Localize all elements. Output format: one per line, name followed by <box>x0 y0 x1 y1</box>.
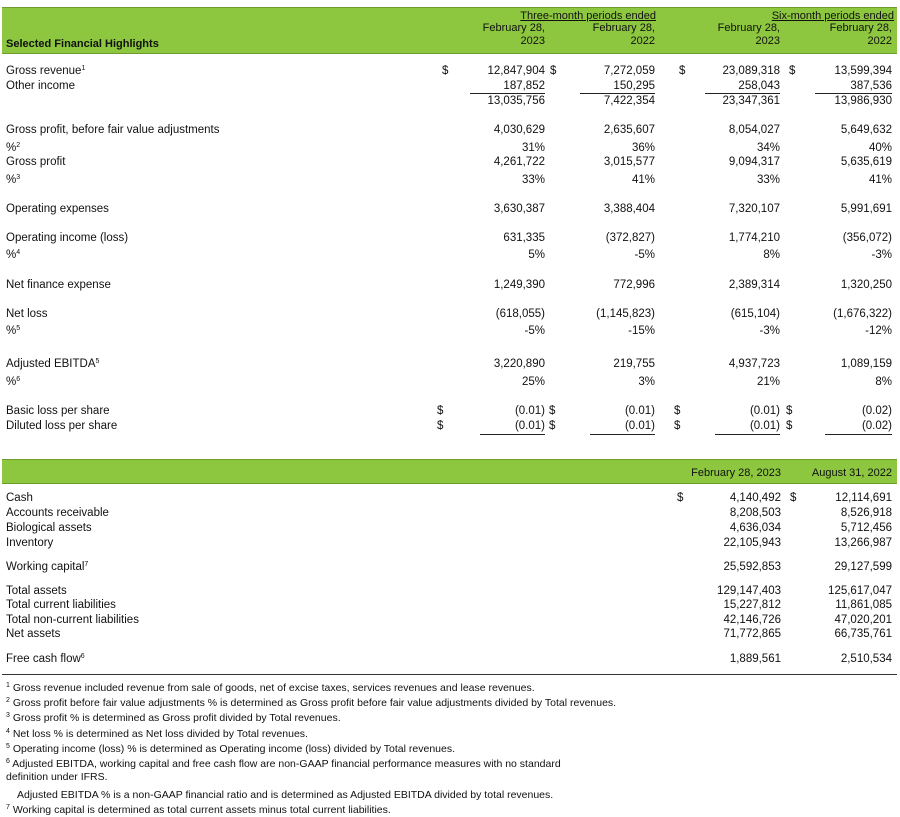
table1-cell: (0.01) <box>514 420 545 432</box>
table2-row-label <box>6 613 139 627</box>
currency-symbol: $ <box>677 492 684 504</box>
table2-cell: 12,114,691 <box>835 492 892 504</box>
row-label-text: Biological assets <box>6 522 92 534</box>
table1-cell: 1,249,390 <box>493 279 545 291</box>
footnote-text: Gross profit before fair value adjustments % is determined as Gross profit before fair value adjustments divided by Total revenues. <box>12 697 617 709</box>
table1-cell: (0.01) <box>749 420 780 432</box>
table1-cell: (0.01) <box>514 405 545 417</box>
table1-cell: 258,043 <box>705 79 780 94</box>
table1-cell: 3,015,577 <box>603 156 655 168</box>
footnote-text: Gross revenue included revenue from sale of goods, net of excise taxes, services revenues and lease revenues. <box>12 682 535 694</box>
table1-total-rule <box>480 434 545 435</box>
table1-row-label <box>6 64 85 78</box>
table1-cell: 7,422,354 <box>603 95 655 107</box>
footnote-text: Adjusted EBITDA % is a non-GAAP financial ratio and is determined as Adjusted EBITDA divided by total revenues. <box>17 789 554 801</box>
table1-cell: 41% <box>868 174 892 186</box>
footnote-line <box>6 804 391 817</box>
table1-cell: 1,320,250 <box>840 279 892 291</box>
table1-cell: 23,089,318 <box>722 65 780 77</box>
footnote-line <box>6 697 616 710</box>
currency-symbol: $ <box>437 420 444 432</box>
col-head-3-line2: 2023 <box>755 35 780 47</box>
footnote-line <box>6 771 108 784</box>
table1-title: Selected Financial Highlights <box>6 38 159 50</box>
table1-cell: 34% <box>756 142 780 154</box>
table1-cell: 8,054,027 <box>728 124 780 136</box>
col-head-3-line1: February 28, <box>717 22 780 34</box>
currency-symbol: $ <box>550 65 557 77</box>
table1-cell: 9,094,317 <box>728 156 780 168</box>
table1-cell: 387,536 <box>815 79 892 94</box>
table2-cell: 29,127,599 <box>834 561 892 573</box>
table1-cell: (1,676,322) <box>833 308 892 320</box>
table1-cell: 7,272,059 <box>603 65 655 77</box>
col-head-4-line2: 2022 <box>867 35 892 47</box>
row-label-text: Gross profit <box>6 156 66 168</box>
footnote-text: definition under IFRS. <box>6 771 108 783</box>
table1-cell: 4,261,722 <box>493 156 545 168</box>
footnote-ref: 1 <box>81 65 86 72</box>
footnote-line <box>6 743 455 756</box>
table1-total-rule <box>715 434 780 435</box>
table1-cell: -3% <box>759 325 780 337</box>
table1-cell: 21% <box>756 376 780 388</box>
table2-cell: 22,105,943 <box>723 537 781 549</box>
footnote-line <box>17 789 553 802</box>
table1-cell: 1,089,159 <box>840 358 892 370</box>
currency-symbol: $ <box>549 420 556 432</box>
table2-row-label <box>6 536 53 550</box>
table1-cell: 5,635,619 <box>840 156 892 168</box>
table2-cell: 1,889,561 <box>729 653 781 665</box>
footnote-mark: 7 <box>6 804 10 811</box>
table2-cell: 8,208,503 <box>729 507 781 519</box>
table2-cell: 8,526,918 <box>840 507 892 519</box>
footnote-mark: 3 <box>6 712 10 719</box>
footnote-line <box>6 758 561 771</box>
row-label-text: Net loss <box>6 308 48 320</box>
table2-row-label <box>6 652 85 666</box>
table1-cell: 3,630,387 <box>493 203 545 215</box>
table1-cell: 5,991,691 <box>840 203 892 215</box>
table1-cell: (372,827) <box>605 232 655 244</box>
t2-col-head-2: August 31, 2022 <box>811 467 892 479</box>
row-label-text: Net assets <box>6 628 61 640</box>
table1-row-label <box>6 419 117 433</box>
table1-cell: 13,986,930 <box>834 95 892 107</box>
footnote-line <box>6 682 535 695</box>
table1-row-label <box>6 404 110 418</box>
row-label-text: Cash <box>6 492 33 504</box>
col-head-1 <box>470 22 545 48</box>
table1-cell: 3,220,890 <box>493 358 545 370</box>
table1-row-label <box>6 173 20 187</box>
footnote-ref: 5 <box>16 325 21 332</box>
table2-cell: 4,636,034 <box>729 522 781 534</box>
footnote-ref: 5 <box>95 358 100 365</box>
table1-cell: 36% <box>631 142 655 154</box>
currency-symbol: $ <box>674 405 681 417</box>
t2-col-head-1: February 28, 2023 <box>691 467 781 479</box>
row-label-text: Basic loss per share <box>6 405 110 417</box>
table2-cell: 47,020,201 <box>834 614 892 626</box>
currency-symbol: $ <box>679 65 686 77</box>
row-label-text: Inventory <box>6 537 54 549</box>
col-head-2-line1: February 28, <box>592 22 655 34</box>
table1-cell: 219,755 <box>613 358 655 370</box>
table2-row-label <box>6 560 88 574</box>
table1-cell: 7,320,107 <box>728 203 780 215</box>
table1-row-label <box>6 278 111 292</box>
group-six-month: Six-month periods ended <box>771 10 894 22</box>
footnote-mark: 4 <box>6 728 10 735</box>
table1-cell: 5,649,632 <box>840 124 892 136</box>
table1-cell: -12% <box>865 325 892 337</box>
table1-row-label <box>6 231 128 245</box>
col-head-2 <box>580 22 655 48</box>
col-head-1-line1: February 28, <box>482 22 545 34</box>
table1-cell: 1,774,210 <box>728 232 780 244</box>
table1-cell: 8% <box>875 376 892 388</box>
table1-row-label <box>6 141 20 155</box>
footnote-ref: 2 <box>16 142 21 149</box>
row-label-text: Operating expenses <box>6 203 109 215</box>
table2-cell: 4,140,492 <box>729 492 781 504</box>
footnote-text: Gross profit % is determined as Gross profit divided by Total revenues. <box>12 712 341 724</box>
table1-cell: -3% <box>871 249 892 261</box>
table2-cell: 11,861,085 <box>835 599 892 611</box>
col-head-3 <box>705 22 780 48</box>
row-label-text: Operating income (loss) <box>6 232 129 244</box>
col-head-4-line1: February 28, <box>829 22 892 34</box>
table1-cell: (1,145,823) <box>596 308 655 320</box>
row-label-text: Net finance expense <box>6 279 111 291</box>
row-label-text: Working capital <box>6 561 85 573</box>
currency-symbol: $ <box>786 405 793 417</box>
table2-cell: 42,146,726 <box>723 614 781 626</box>
table1-row-label <box>6 324 20 338</box>
currency-symbol: $ <box>789 65 796 77</box>
table2-cell: 71,772,865 <box>723 628 781 640</box>
row-label-text: Diluted loss per share <box>6 420 118 432</box>
table1-cell: 187,852 <box>470 79 545 94</box>
table2-row-label <box>6 584 67 598</box>
table1-cell: 13,599,394 <box>834 65 892 77</box>
table1-cell: (618,055) <box>495 308 545 320</box>
table2-cell: 25,592,853 <box>723 561 781 573</box>
table1-total-rule <box>825 434 892 435</box>
table2-row-label <box>6 627 60 641</box>
table1-cell: 631,335 <box>503 232 545 244</box>
table1-cell: (356,072) <box>842 232 892 244</box>
row-label-text: Other income <box>6 80 76 92</box>
currency-symbol: $ <box>442 65 449 77</box>
footnote-line <box>6 712 341 725</box>
footnote-text: Adjusted EBITDA, working capital and free cash flow are non-GAAP financial performance measures with no standard <box>12 758 561 770</box>
table1-cell: -15% <box>628 325 655 337</box>
table2-cell: 15,227,812 <box>723 599 781 611</box>
table2-cell: 5,712,456 <box>840 522 892 534</box>
footnote-ref: 7 <box>84 561 89 568</box>
table1-row-label <box>6 123 220 137</box>
table1-cell: 40% <box>868 142 892 154</box>
row-label-text: % <box>6 325 17 337</box>
table1-cell: 2,635,607 <box>603 124 655 136</box>
table1-cell: (615,104) <box>730 308 780 320</box>
table1-cell: 772,996 <box>613 279 655 291</box>
row-label-text: Total non-current liabilities <box>6 614 139 626</box>
table1-row-label <box>6 375 20 389</box>
row-label-text: Adjusted EBITDA <box>6 358 96 370</box>
row-label-text: % <box>6 174 17 186</box>
table2-cell: 13,266,987 <box>834 537 892 549</box>
table1-cell: 31% <box>521 142 545 154</box>
row-label-text: Total assets <box>6 585 67 597</box>
footnote-text: Working capital is determined as total current assets minus total current liabilities. <box>12 804 391 816</box>
table1-cell: 33% <box>521 174 545 186</box>
table1-row-label <box>6 248 20 262</box>
currency-symbol: $ <box>437 405 444 417</box>
footnote-mark: 6 <box>6 758 10 765</box>
table2-cell: 2,510,534 <box>840 653 892 665</box>
table1-row-label <box>6 79 75 93</box>
table1-cell: 25% <box>521 376 545 388</box>
footnote-mark: 2 <box>6 697 10 704</box>
table2-cell: 129,147,403 <box>717 585 781 597</box>
table1-cell: (0.02) <box>861 405 892 417</box>
row-label-text: Free cash flow <box>6 653 81 665</box>
table1-cell: 4,937,723 <box>728 358 780 370</box>
currency-symbol: $ <box>549 405 556 417</box>
col-head-2-line2: 2022 <box>630 35 655 47</box>
table1-cell: -5% <box>524 325 545 337</box>
table1-cell: (0.02) <box>861 420 892 432</box>
table1-cell: -5% <box>634 249 655 261</box>
row-label-text: Total current liabilities <box>6 599 116 611</box>
table1-cell: 23,347,361 <box>722 95 780 107</box>
footnote-ref: 6 <box>80 653 85 660</box>
row-label-text: Accounts receivable <box>6 507 109 519</box>
table1-cell: 150,295 <box>580 79 655 94</box>
footnote-ref: 6 <box>16 376 21 383</box>
col-head-4 <box>815 22 892 48</box>
row-label-text: % <box>6 249 17 261</box>
table2-row-label <box>6 598 116 612</box>
table1-cell: 5% <box>528 249 545 261</box>
table1-cell: 12,847,904 <box>487 65 545 77</box>
table1-cell: 33% <box>756 174 780 186</box>
row-label-text: % <box>6 376 17 388</box>
table1-cell: (0.01) <box>624 405 655 417</box>
footnote-line <box>6 728 308 741</box>
table1-row-label <box>6 155 65 169</box>
table1-cell: (0.01) <box>624 420 655 432</box>
row-label-text: Gross revenue <box>6 65 82 77</box>
footnote-text: Operating income (loss) % is determined as Operating income (loss) divided by Total revenues. <box>12 743 456 755</box>
table1-cell: 2,389,314 <box>728 279 780 291</box>
table2-cell: 125,617,047 <box>828 585 892 597</box>
table1-row-label <box>6 307 48 321</box>
table1-cell: 13,035,756 <box>487 95 545 107</box>
col-head-1-line2: 2023 <box>520 35 545 47</box>
row-label-text: % <box>6 142 17 154</box>
table1-cell: 4,030,629 <box>493 124 545 136</box>
table2-cell: 66,735,761 <box>834 628 892 640</box>
currency-symbol: $ <box>790 492 797 504</box>
footnote-mark: 5 <box>6 743 10 750</box>
table1-cell: 8% <box>763 249 780 261</box>
table2-bottom-rule <box>2 674 897 675</box>
footnote-text: Net loss % is determined as Net loss divided by Total revenues. <box>12 728 308 740</box>
footnote-ref: 3 <box>16 174 21 181</box>
group-three-month: Three-month periods ended <box>520 10 656 22</box>
row-label-text: Gross profit, before fair value adjustments <box>6 124 220 136</box>
table1-row-label <box>6 202 109 216</box>
table1-cell: (0.01) <box>749 405 780 417</box>
table1-cell: 3% <box>638 376 655 388</box>
footnote-mark: 1 <box>6 682 10 689</box>
currency-symbol: $ <box>786 420 793 432</box>
table2-row-label <box>6 521 92 535</box>
table1-row-label <box>6 357 99 371</box>
footnote-ref: 4 <box>16 249 21 256</box>
table1-cell: 41% <box>631 174 655 186</box>
table2-row-label <box>6 491 33 505</box>
table1-total-rule <box>590 434 655 435</box>
currency-symbol: $ <box>674 420 681 432</box>
table2-row-label <box>6 506 109 520</box>
table1-cell: 3,388,404 <box>603 203 655 215</box>
